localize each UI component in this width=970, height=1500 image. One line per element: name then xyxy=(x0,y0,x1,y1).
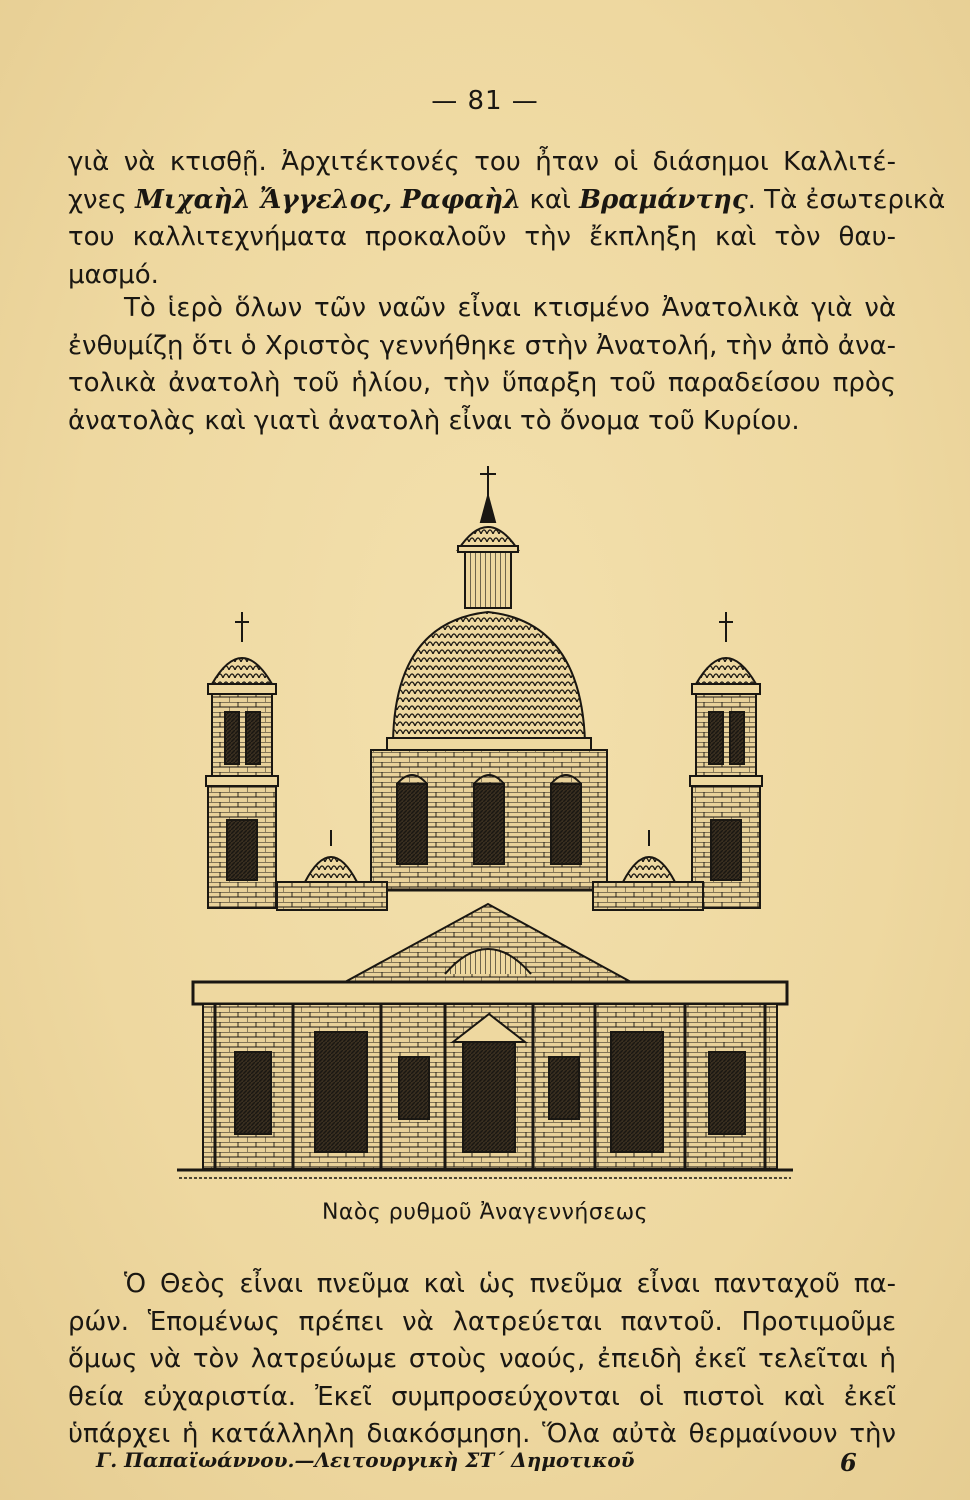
page-number: — 81 — xyxy=(431,86,539,116)
text-line: ἐνθυμίζῃ ὅτι ὁ Χριστὸς γεννήθηκε στὴν Ἀνατολή, τὴν ἀπὸ ἀνα- xyxy=(68,330,896,361)
text-line: τολικὰ ἀνατολὴ τοῦ ἡλίου, τὴν ὕπαρξη τοῦ παραδείσου πρὸς xyxy=(68,368,896,398)
text-line: ὑπάρχει ἡ κατάλληλη διακόσμηση. Ὅλα αὐτὰ θερμαίνουν τὴν xyxy=(68,1419,896,1449)
paragraph-3 xyxy=(68,1266,896,1454)
footer-title: Γ. Παπαϊωάννου.—Λειτουργικὴ ΣΤ΄ Δημοτικοῦ xyxy=(96,1448,635,1472)
text-line: ρών. Ἑπομένως πρέπει νὰ λατρεύεται παντοῦ. Προτιμοῦμε xyxy=(68,1306,896,1337)
page-footer xyxy=(96,1448,876,1477)
bold-name: Βραμάντης xyxy=(579,184,748,215)
paragraph-1 xyxy=(68,144,946,294)
text-line: Τὸ ἱερὸ ὅλων τῶν ναῶν εἶναι κτισμένο Ἀνατολικὰ γιὰ νὰ xyxy=(124,293,896,323)
text-line: θεία εὐχαριστία. Ἐκεῖ συμπροσεύχονται οἱ πιστοὶ καὶ ἐκεῖ xyxy=(68,1381,896,1412)
text-line xyxy=(68,182,946,220)
bold-names: Μιχαὴλ Ἄγγελος, Ραφαὴλ xyxy=(135,184,522,215)
text-line: του καλλιτεχνήματα προκαλοῦν τὴν ἔκπληξη καὶ τὸν θαυ- xyxy=(68,222,896,252)
text-line: Ὁ Θεὸς εἶναι πνεῦμα καὶ ὡς πνεῦμα εἶναι πανταχοῦ πα- xyxy=(124,1269,896,1299)
figure-caption: Ναὸς ρυθμοῦ Ἀναγεννήσεως xyxy=(321,1200,649,1225)
renaissance-church-illustration xyxy=(175,462,795,1187)
text-span: . Τὰ ἐσωτερικὰ xyxy=(747,184,946,215)
text-line: ὅμως νὰ τὸν λατρεύωμε στοὺς ναούς, ἐπειδὴ ἐκεῖ τελεῖται ἡ xyxy=(68,1344,896,1374)
signature-mark: 6 xyxy=(840,1448,857,1477)
text-span: καὶ xyxy=(521,184,580,215)
text-line: γιὰ νὰ κτισθῇ. Ἀρχιτέκτονές του ἦταν οἱ διάσημοι Καλλιτέ- xyxy=(68,147,896,177)
paragraph-2 xyxy=(68,290,896,440)
text-line: μασμό. xyxy=(68,259,159,290)
text-line: ἀνατολὰς καὶ γιατὶ ἀνατολὴ εἶναι τὸ ὄνομα τοῦ Κυρίου. xyxy=(68,405,800,436)
text-span: χνες xyxy=(68,184,136,215)
